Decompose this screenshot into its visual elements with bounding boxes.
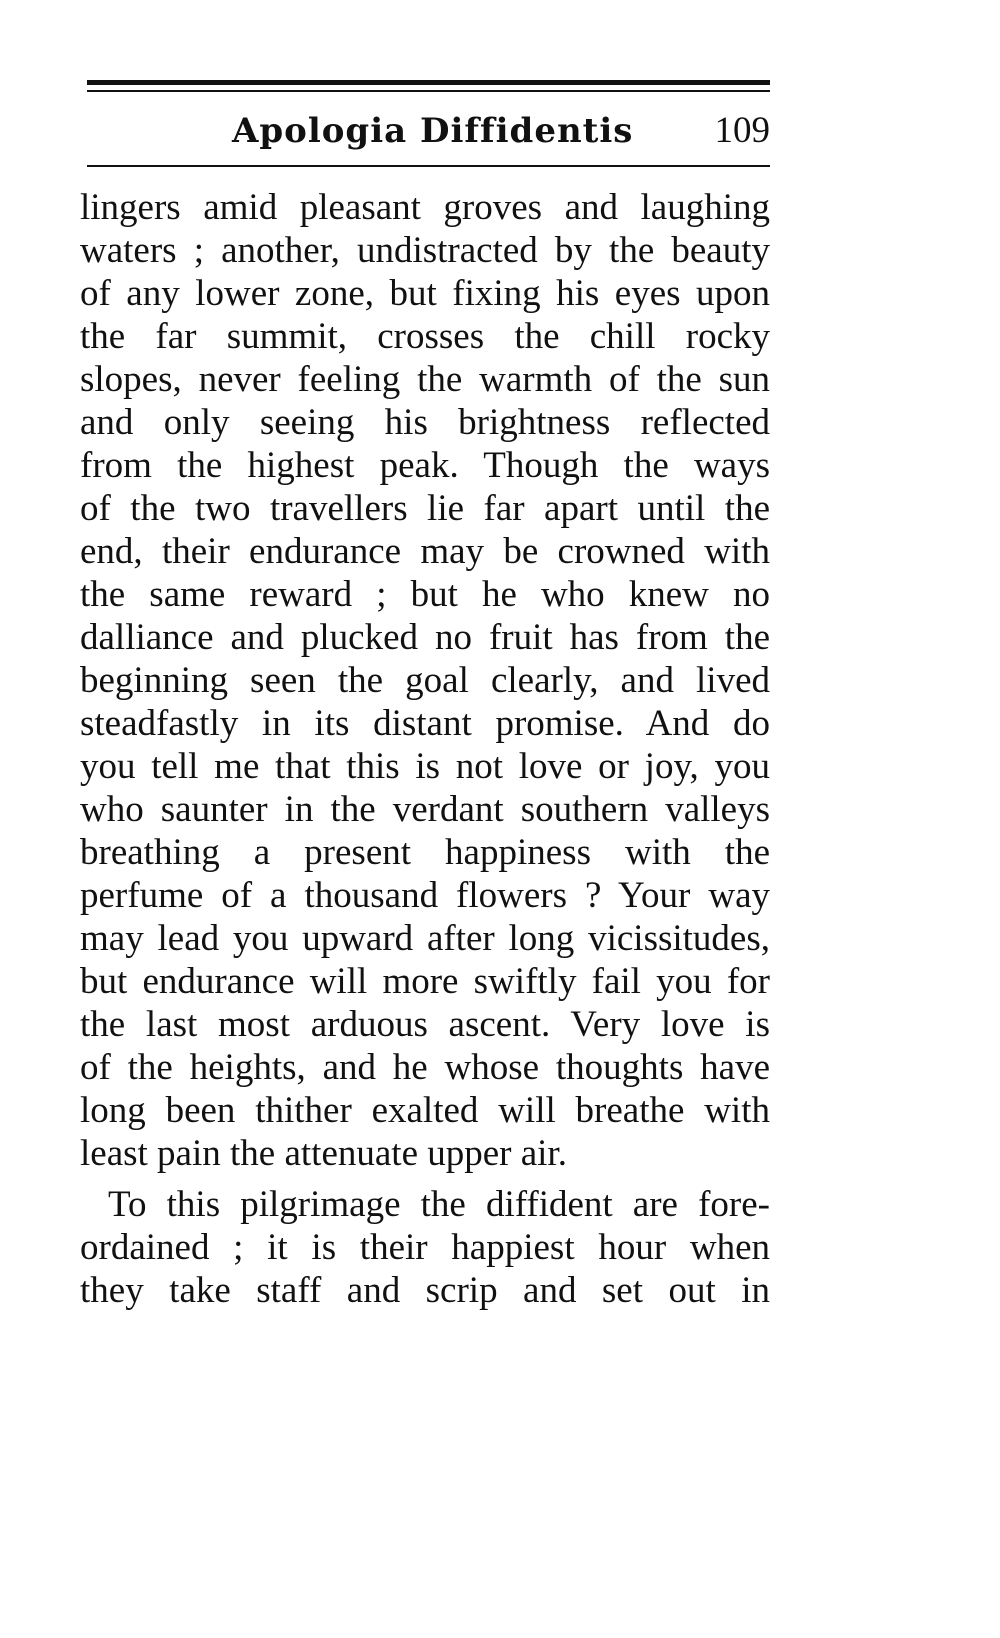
header-rule-bottom xyxy=(87,165,770,167)
text-line: they take staff and scrip and set out in xyxy=(80,1270,770,1311)
text-line: the last most arduous ascent. Very love is xyxy=(80,1004,770,1045)
running-title: Apologia Diffidentis xyxy=(232,111,634,151)
text-line: dalliance and plucked no fruit has from the xyxy=(80,617,770,658)
text-line: you tell me that this is not love or joy, you xyxy=(80,746,770,787)
text-line: who saunter in the verdant southern valleys xyxy=(80,789,770,830)
text-line: waters ; another, undistracted by the beauty xyxy=(80,230,770,271)
text-line: perfume of a thousand flowers ? Your way xyxy=(80,875,770,916)
text-line: end, their endurance may be crowned with xyxy=(80,531,770,572)
text-line: long been thither exalted will breathe with xyxy=(80,1090,770,1131)
text-line: of the two travellers lie far apart until the xyxy=(80,488,770,529)
paragraph-gap xyxy=(80,1175,770,1183)
paragraph-2 xyxy=(80,1183,770,1312)
text-line: and only seeing his brightness reflected xyxy=(80,402,770,443)
text-line: may lead you upward after long vicissitudes, xyxy=(80,918,770,959)
text-line: To this pilgrimage the diffident are fore- xyxy=(108,1184,770,1225)
text-line: but endurance will more swiftly fail you for xyxy=(80,961,770,1002)
paragraph-1 xyxy=(80,186,770,1175)
text-line: of any lower zone, but fixing his eyes upon xyxy=(80,273,770,314)
text-line: the far summit, crosses the chill rocky xyxy=(80,316,770,357)
text-line: from the highest peak. Though the ways xyxy=(80,445,770,486)
page-number: 109 xyxy=(714,110,770,151)
text-line: least pain the attenuate upper air. xyxy=(80,1133,567,1174)
running-head xyxy=(87,106,770,156)
text-line: steadfastly in its distant promise. And do xyxy=(80,703,770,744)
header-rule-thin xyxy=(87,90,770,92)
text-line: beginning seen the goal clearly, and lived xyxy=(80,660,770,701)
text-line: breathing a present happiness with the xyxy=(80,832,770,873)
text-line: ordained ; it is their happiest hour when xyxy=(80,1227,770,1268)
header-rule-thick xyxy=(87,80,770,85)
body-text xyxy=(80,186,770,1312)
text-line: the same reward ; but he who knew no xyxy=(80,574,770,615)
text-line: lingers amid pleasant groves and laughing xyxy=(80,187,770,228)
text-line: of the heights, and he whose thoughts have xyxy=(80,1047,770,1088)
text-line: slopes, never feeling the warmth of the sun xyxy=(80,359,770,400)
